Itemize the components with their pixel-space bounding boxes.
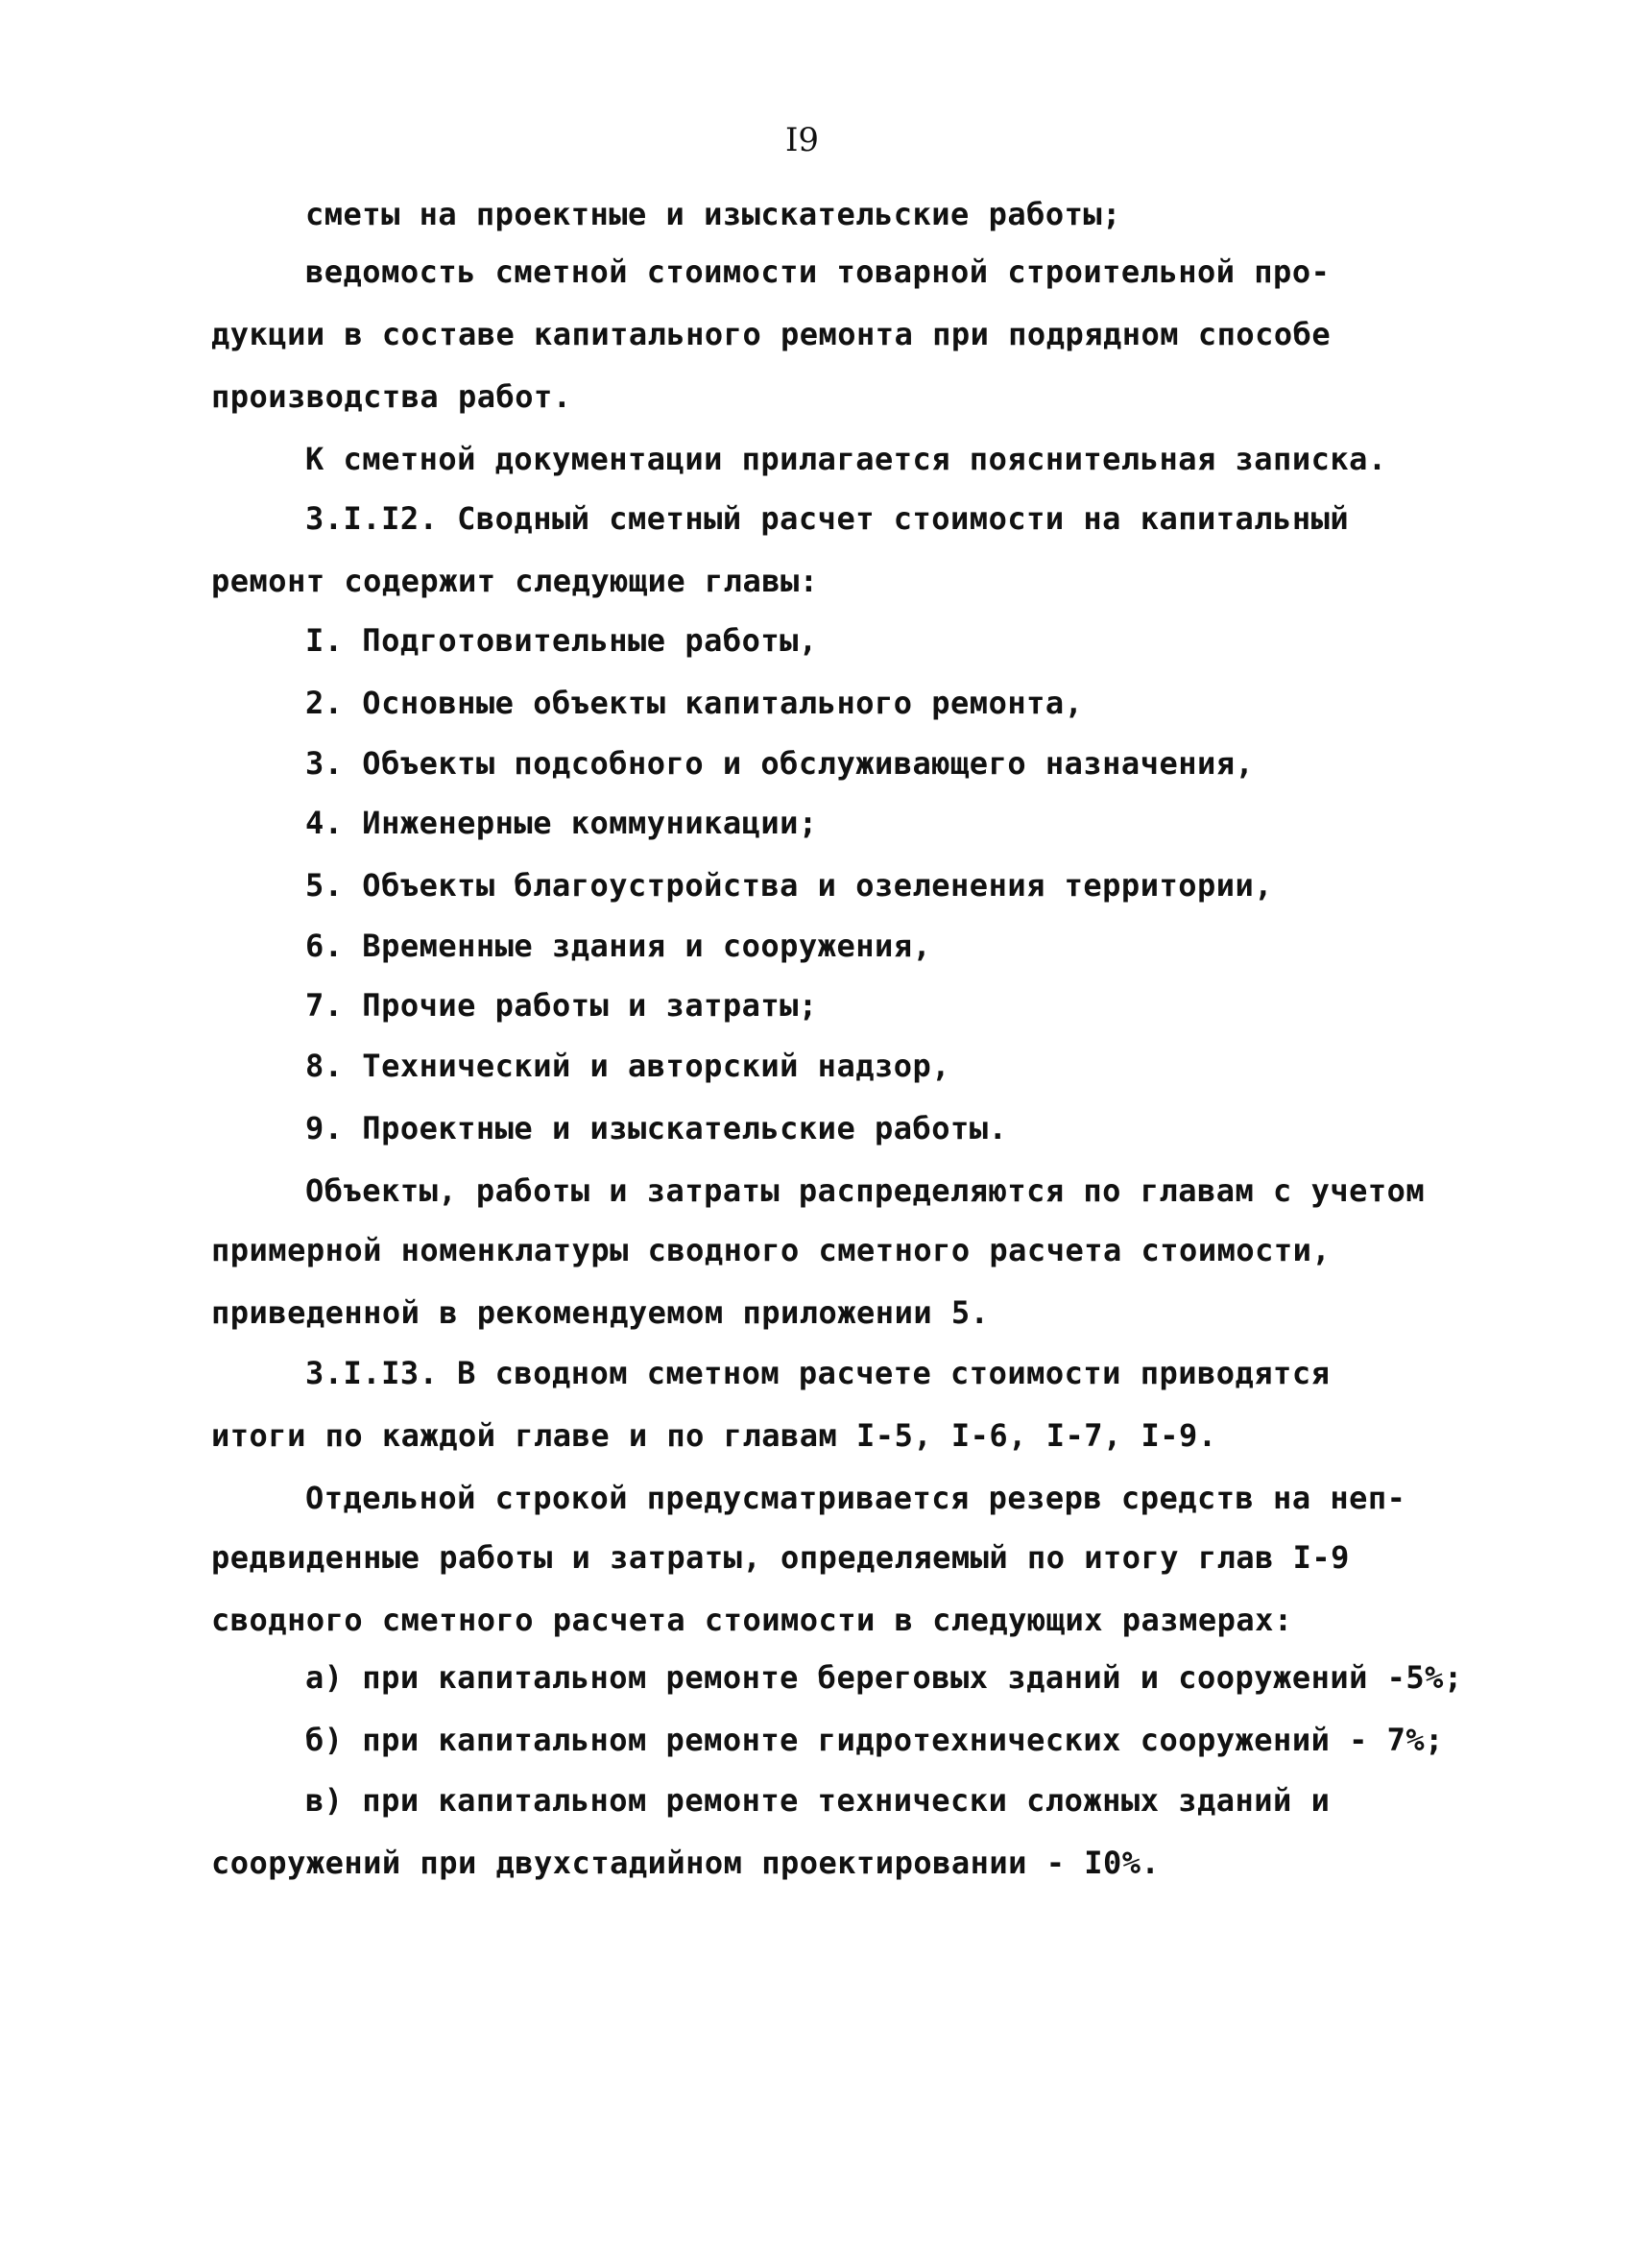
- text-line: ведомость сметной стоимости товарной строительной про-: [305, 253, 1331, 290]
- text-line: ремонт содержит следующие главы:: [211, 563, 819, 599]
- list-item: 7. Прочие работы и затраты;: [305, 987, 818, 1024]
- text-line: Отдельной строкой предусматривается резерв средств на неп-: [305, 1480, 1406, 1516]
- text-line: 3.I.I3. В сводном сметном расчете стоимости приводятся: [305, 1355, 1331, 1391]
- text-line: Объекты, работы и затраты распределяются по главам с учетом: [305, 1172, 1426, 1209]
- text-line: К сметной документации прилагается пояснительная записка.: [305, 441, 1387, 477]
- text-line: 3.I.I2. Сводный сметный расчет стоимости на капитальный: [305, 500, 1350, 537]
- list-item: 3. Объекты подсобного и обслуживающего назначения,: [305, 745, 1255, 782]
- list-item: а) при капитальном ремонте береговых зданий и сооружений -5%;: [305, 1659, 1463, 1696]
- list-item: сооружений при двухстадийном проектировании - I0%.: [211, 1845, 1161, 1881]
- page-number: I9: [785, 121, 820, 159]
- list-item: в) при капитальном ремонте технически сложных зданий и: [305, 1782, 1331, 1819]
- list-item: 6. Временные здания и сооружения,: [305, 928, 932, 964]
- list-item: 9. Проектные и изыскательские работы.: [305, 1110, 1008, 1146]
- list-item: 4. Инженерные коммуникации;: [305, 805, 818, 841]
- list-item: 8. Технический и авторский надзор,: [305, 1048, 951, 1084]
- text-line: примерной номенклатуры сводного сметного расчета стоимости,: [211, 1232, 1332, 1268]
- text-line: итоги по каждой главе и по главам I-5, I-6, I-7, I-9.: [211, 1417, 1217, 1454]
- text-line: дукции в составе капитального ремонта при подрядном способе: [211, 316, 1332, 352]
- list-item: I. Подготовительные работы,: [305, 622, 818, 659]
- list-item: 2. Основные объекты капитального ремонта,: [305, 685, 1084, 721]
- text-line: приведенной в рекомендуемом приложении 5.: [211, 1294, 990, 1331]
- text-line: сводного сметного расчета стоимости в следующих размерах:: [211, 1602, 1293, 1638]
- text-line: редвиденные работы и затраты, определяемый по итогу глав I-9: [211, 1539, 1350, 1576]
- text-line: сметы на проектные и изыскательские работы;: [305, 196, 1121, 232]
- list-item: 5. Объекты благоустройства и озеленения территории,: [305, 867, 1274, 904]
- text-line: производства работ.: [211, 378, 572, 415]
- list-item: б) при капитальном ремонте гидротехнических сооружений - 7%;: [305, 1722, 1444, 1758]
